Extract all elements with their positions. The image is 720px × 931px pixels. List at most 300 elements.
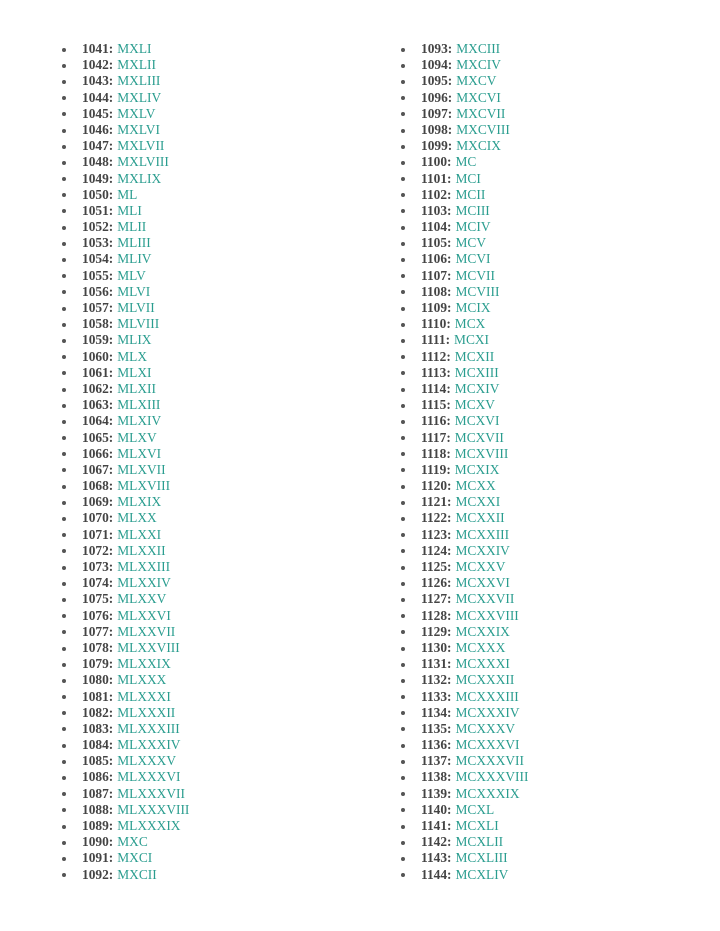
bullet-icon	[62, 614, 66, 618]
bullet-icon	[62, 226, 66, 230]
roman-numeral: MCXL	[455, 801, 495, 817]
separator: :	[447, 834, 452, 850]
separator: :	[447, 235, 452, 251]
arabic-number: 1110	[421, 316, 447, 332]
separator: :	[447, 219, 452, 235]
list-item	[62, 689, 189, 705]
separator: :	[447, 105, 453, 121]
list-item	[62, 413, 189, 429]
arabic-number: 1106	[421, 251, 448, 267]
roman-numeral: MLXXXIX	[117, 818, 181, 833]
arabic-number: 1092	[82, 866, 109, 882]
arabic-number: 1135	[421, 720, 448, 736]
bullet-icon	[401, 598, 405, 602]
bullet-icon	[401, 679, 405, 683]
arabic-number: 1071	[82, 526, 109, 542]
arabic-number: 1116	[421, 413, 447, 429]
bullet-icon	[401, 339, 405, 343]
list-item	[62, 381, 189, 397]
roman-numeral: MXLII	[117, 57, 156, 73]
bullet-icon	[62, 209, 66, 213]
arabic-number: 1080	[82, 672, 109, 688]
arabic-number: 1085	[82, 753, 109, 769]
list-item	[62, 624, 189, 640]
arabic-number: 1129	[421, 623, 448, 639]
roman-numeral: MCXXXIII	[455, 688, 519, 704]
arabic-number: 1069	[82, 494, 109, 510]
arabic-number: 1044	[82, 89, 109, 105]
bullet-icon	[401, 436, 405, 440]
separator: :	[108, 316, 114, 332]
list-item	[401, 203, 528, 219]
arabic-number: 1125	[421, 559, 448, 574]
list-item	[401, 656, 528, 672]
separator: :	[108, 639, 114, 655]
separator: :	[447, 267, 452, 283]
list-item	[401, 187, 528, 203]
separator: :	[108, 154, 114, 170]
roman-numeral: MLXXXIII	[117, 720, 180, 736]
roman-numeral: MLXXXVIII	[117, 801, 190, 817]
arabic-number: 1061	[82, 364, 109, 380]
separator: :	[447, 737, 452, 753]
list-item	[62, 656, 189, 672]
bullet-icon	[401, 647, 405, 651]
bullet-icon	[62, 420, 66, 424]
separator: :	[447, 478, 452, 494]
separator: :	[447, 623, 452, 639]
separator: :	[447, 251, 452, 267]
roman-numeral: MXLIV	[117, 89, 162, 105]
bullet-icon	[401, 193, 405, 197]
arabic-number: 1065	[82, 429, 109, 445]
arabic-number: 1066	[82, 445, 109, 461]
arabic-number: 1134	[421, 704, 448, 720]
list-item	[62, 769, 189, 785]
arabic-number: 1143	[421, 850, 448, 866]
roman-numeral: MCXXXI	[455, 656, 510, 672]
roman-numeral: MLV	[117, 267, 146, 283]
bullet-icon	[62, 727, 66, 731]
list-item	[62, 219, 189, 235]
separator: :	[447, 542, 452, 558]
separator: :	[108, 41, 114, 56]
roman-numeral: MLXXXII	[117, 704, 176, 720]
separator: :	[447, 591, 452, 607]
roman-numeral: MCVI	[455, 251, 491, 267]
roman-numeral: MCV	[455, 235, 487, 251]
list-item	[62, 672, 189, 688]
list-item	[401, 575, 528, 591]
list-item	[62, 527, 189, 543]
roman-numeral: MCXIV	[454, 380, 500, 396]
list-item	[62, 591, 189, 607]
bullet-icon	[62, 161, 66, 165]
arabic-number: 1142	[421, 834, 448, 850]
arabic-number: 1074	[82, 575, 109, 591]
bullet-icon	[401, 420, 405, 424]
list-item	[62, 753, 189, 769]
roman-numeral: MCIV	[455, 219, 491, 235]
list-item	[62, 57, 189, 73]
bullet-icon	[62, 355, 66, 359]
bullet-icon	[401, 727, 405, 731]
separator: :	[447, 170, 452, 186]
list-item	[401, 381, 528, 397]
arabic-number: 1070	[82, 510, 109, 526]
arabic-number: 1076	[82, 607, 109, 623]
separator: :	[446, 364, 451, 380]
roman-numeral: MCXXXVIII	[455, 769, 529, 785]
separator: :	[108, 720, 114, 736]
arabic-number: 1090	[82, 834, 109, 850]
list-item	[401, 41, 528, 57]
list-item	[62, 462, 189, 478]
list-item	[401, 737, 528, 753]
list-item	[62, 721, 189, 737]
arabic-number: 1103	[421, 202, 448, 218]
bullet-icon	[62, 290, 66, 294]
separator: :	[108, 850, 114, 866]
bullet-icon	[62, 177, 66, 181]
roman-numeral: MC	[455, 154, 477, 170]
separator: :	[447, 720, 452, 736]
arabic-number: 1123	[421, 526, 448, 542]
roman-numeral: MCXVII	[454, 429, 504, 445]
separator: :	[447, 639, 452, 655]
arabic-number: 1088	[82, 801, 109, 817]
arabic-number: 1045	[82, 105, 109, 121]
bullet-icon	[62, 404, 66, 408]
bullet-icon	[62, 711, 66, 715]
arabic-number: 1089	[82, 818, 109, 833]
roman-numeral: MLVI	[117, 283, 151, 299]
separator: :	[108, 202, 114, 218]
roman-numeral: MXLIX	[117, 170, 162, 186]
list-item	[401, 462, 528, 478]
roman-numeral: MCXIX	[454, 461, 500, 477]
list-item	[62, 818, 189, 834]
bullet-icon	[401, 112, 405, 116]
roman-numeral: MCXVIII	[454, 445, 509, 461]
separator: :	[447, 73, 453, 89]
separator: :	[446, 429, 451, 445]
bullet-icon	[62, 533, 66, 537]
arabic-number: 1104	[421, 219, 448, 235]
list-item	[401, 527, 528, 543]
roman-numeral: MXC	[117, 834, 148, 850]
bullet-icon	[62, 145, 66, 149]
list-item	[401, 122, 528, 138]
list-item	[401, 640, 528, 656]
bullet-icon	[62, 129, 66, 133]
separator: :	[447, 866, 452, 882]
list-item	[62, 300, 189, 316]
separator: :	[108, 57, 114, 73]
list-item	[62, 138, 189, 154]
roman-numeral: MXCII	[117, 866, 157, 882]
list-item	[401, 672, 528, 688]
arabic-number: 1117	[421, 429, 447, 445]
bullet-icon	[62, 274, 66, 278]
separator: :	[108, 510, 114, 526]
bullet-icon	[62, 695, 66, 699]
arabic-number: 1073	[82, 559, 109, 574]
separator: :	[108, 785, 114, 801]
separator: :	[108, 445, 114, 461]
arabic-number: 1139	[421, 785, 448, 801]
separator: :	[108, 737, 114, 753]
separator: :	[108, 607, 114, 623]
bullet-icon	[401, 808, 405, 812]
list-item	[401, 413, 528, 429]
separator: :	[108, 461, 114, 477]
bullet-icon	[401, 501, 405, 505]
roman-numeral: MCXXVIII	[455, 607, 519, 623]
roman-numeral: MLXIV	[117, 413, 162, 429]
roman-numeral: MLXVI	[117, 445, 162, 461]
list-item	[401, 106, 528, 122]
bullet-icon	[62, 339, 66, 343]
separator: :	[108, 348, 114, 364]
list-item	[401, 705, 528, 721]
separator: :	[108, 186, 114, 202]
separator: :	[446, 397, 451, 413]
arabic-number: 1049	[82, 170, 109, 186]
roman-numeral: MCI	[455, 170, 481, 186]
list-item	[401, 268, 528, 284]
arabic-number: 1098	[421, 121, 448, 137]
roman-numeral: MXLIII	[117, 73, 161, 89]
separator: :	[447, 510, 452, 526]
list-item	[401, 284, 528, 300]
arabic-number: 1096	[421, 89, 448, 105]
roman-numeral: MCXXIX	[455, 623, 510, 639]
list-item	[62, 575, 189, 591]
separator: :	[108, 73, 114, 89]
bullet-icon	[62, 80, 66, 84]
arabic-number: 1119	[421, 461, 447, 477]
arabic-number: 1054	[82, 251, 109, 267]
list-item	[62, 187, 189, 203]
roman-numeral: MCXV	[454, 397, 495, 413]
bullet-icon	[62, 825, 66, 829]
bullet-icon	[62, 744, 66, 748]
separator: :	[108, 413, 114, 429]
roman-numeral: MLXVIII	[117, 478, 171, 494]
roman-numeral: MCX	[454, 316, 486, 332]
roman-numeral: MLI	[117, 202, 142, 218]
roman-numeral: MLXII	[117, 380, 156, 396]
list-item	[62, 786, 189, 802]
roman-numeral: MXLVIII	[117, 154, 169, 170]
arabic-number: 1126	[421, 575, 448, 591]
arabic-number: 1099	[421, 138, 448, 154]
list-item	[401, 251, 528, 267]
bullet-icon	[62, 549, 66, 553]
arabic-number: 1059	[82, 332, 109, 348]
roman-numeral: MCXXXV	[455, 720, 516, 736]
bullet-icon	[62, 64, 66, 68]
roman-numeral: MLIV	[117, 251, 152, 267]
bullet-icon	[62, 679, 66, 683]
bullet-icon	[62, 485, 66, 489]
bullet-icon	[401, 209, 405, 213]
separator: :	[108, 834, 114, 850]
roman-numeral: MCXXIII	[455, 526, 510, 542]
separator: :	[108, 332, 114, 348]
list-item	[62, 73, 189, 89]
separator: :	[447, 818, 452, 833]
bullet-icon	[401, 533, 405, 537]
arabic-number: 1132	[421, 672, 448, 688]
arabic-number: 1120	[421, 478, 448, 494]
roman-numeral: MCXXX	[455, 639, 506, 655]
arabic-number: 1075	[82, 591, 109, 607]
arabic-number: 1109	[421, 300, 448, 315]
list-item	[62, 251, 189, 267]
bullet-icon	[401, 226, 405, 230]
bullet-icon	[401, 452, 405, 456]
roman-numeral: MLXI	[117, 364, 152, 380]
bullet-icon	[401, 161, 405, 165]
arabic-number: 1046	[82, 121, 109, 137]
arabic-number: 1094	[421, 57, 448, 73]
bullet-icon	[62, 112, 66, 116]
separator: :	[108, 704, 114, 720]
separator: :	[447, 704, 452, 720]
separator: :	[447, 154, 452, 170]
roman-numeral: MCXLIII	[455, 850, 508, 866]
bullet-icon	[401, 242, 405, 246]
roman-numeral: MCXXV	[455, 559, 506, 574]
separator: :	[108, 526, 114, 542]
arabic-number: 1072	[82, 542, 109, 558]
separator: :	[447, 57, 453, 73]
separator: :	[447, 785, 452, 801]
list-item	[401, 689, 528, 705]
separator: :	[108, 672, 114, 688]
roman-numeral: MCXI	[454, 332, 490, 348]
roman-numeral: MLXIX	[117, 494, 162, 510]
separator: :	[108, 267, 114, 283]
arabic-number: 1041	[82, 41, 109, 56]
separator: :	[447, 138, 453, 154]
bullet-icon	[62, 371, 66, 375]
list-item	[401, 90, 528, 106]
arabic-number: 1100	[421, 154, 448, 170]
arabic-number: 1062	[82, 380, 109, 396]
roman-numeral: MCVIII	[455, 283, 500, 299]
separator: :	[447, 526, 452, 542]
separator: :	[447, 300, 452, 315]
arabic-number: 1068	[82, 478, 109, 494]
list-item	[401, 219, 528, 235]
bullet-icon	[401, 549, 405, 553]
separator: :	[446, 445, 451, 461]
arabic-number: 1115	[421, 397, 447, 413]
list-item	[62, 478, 189, 494]
list-item	[401, 446, 528, 462]
list-item	[62, 332, 189, 348]
arabic-number: 1114	[421, 380, 447, 396]
roman-numeral: MXCIV	[456, 57, 501, 73]
separator: :	[108, 623, 114, 639]
list-item	[62, 543, 189, 559]
separator: :	[108, 656, 114, 672]
separator: :	[108, 364, 114, 380]
roman-numeral: MCXXXVII	[455, 753, 524, 769]
bullet-icon	[401, 371, 405, 375]
list-item	[62, 268, 189, 284]
arabic-number: 1091	[82, 850, 109, 866]
arabic-number: 1136	[421, 737, 448, 753]
roman-numeral: MXLVI	[117, 121, 160, 137]
list-item	[401, 430, 528, 446]
arabic-number: 1113	[421, 364, 447, 380]
bullet-icon	[401, 857, 405, 861]
roman-numeral: MLXXVII	[117, 623, 176, 639]
roman-numeral: MCXXXVI	[455, 737, 520, 753]
bullet-icon	[401, 177, 405, 181]
list-item	[401, 543, 528, 559]
arabic-number: 1095	[421, 73, 448, 89]
arabic-number: 1101	[421, 170, 448, 186]
separator: :	[447, 41, 453, 56]
list-item	[401, 332, 528, 348]
list-item	[62, 397, 189, 413]
list-item	[62, 316, 189, 332]
arabic-number: 1111	[421, 332, 446, 348]
bullet-icon	[62, 436, 66, 440]
roman-numeral: MLXVII	[117, 461, 166, 477]
separator: :	[108, 429, 114, 445]
list-item	[401, 300, 528, 316]
arabic-number: 1102	[421, 186, 448, 202]
separator: :	[447, 688, 452, 704]
arabic-number: 1082	[82, 704, 109, 720]
roman-numeral: MLVIII	[117, 316, 160, 332]
separator: :	[108, 89, 114, 105]
arabic-number: 1083	[82, 720, 109, 736]
list-item	[62, 802, 189, 818]
separator: :	[108, 591, 114, 607]
roman-numeral: MLX	[117, 348, 148, 364]
roman-numeral: MCXXXII	[455, 672, 515, 688]
bullet-icon	[401, 323, 405, 327]
list-item	[401, 138, 528, 154]
bullet-icon	[401, 48, 405, 52]
separator: :	[108, 283, 114, 299]
roman-numeral: MCXXI	[455, 494, 501, 510]
roman-numeral: MXCVII	[456, 105, 506, 121]
roman-numeral: MLXXI	[117, 526, 162, 542]
separator: :	[108, 688, 114, 704]
arabic-number: 1043	[82, 73, 109, 89]
roman-numeral: MLXXXVII	[117, 785, 185, 801]
list-item	[62, 41, 189, 57]
roman-numeral: MXLV	[117, 105, 156, 121]
bullet-icon	[62, 258, 66, 262]
bullet-icon	[401, 290, 405, 294]
roman-numeral: MCXII	[454, 348, 495, 364]
bullet-icon	[401, 873, 405, 877]
separator: :	[447, 801, 452, 817]
bullet-icon	[401, 307, 405, 311]
roman-numeral: MXCI	[117, 850, 153, 866]
bullet-icon	[62, 566, 66, 570]
list-item	[62, 171, 189, 187]
